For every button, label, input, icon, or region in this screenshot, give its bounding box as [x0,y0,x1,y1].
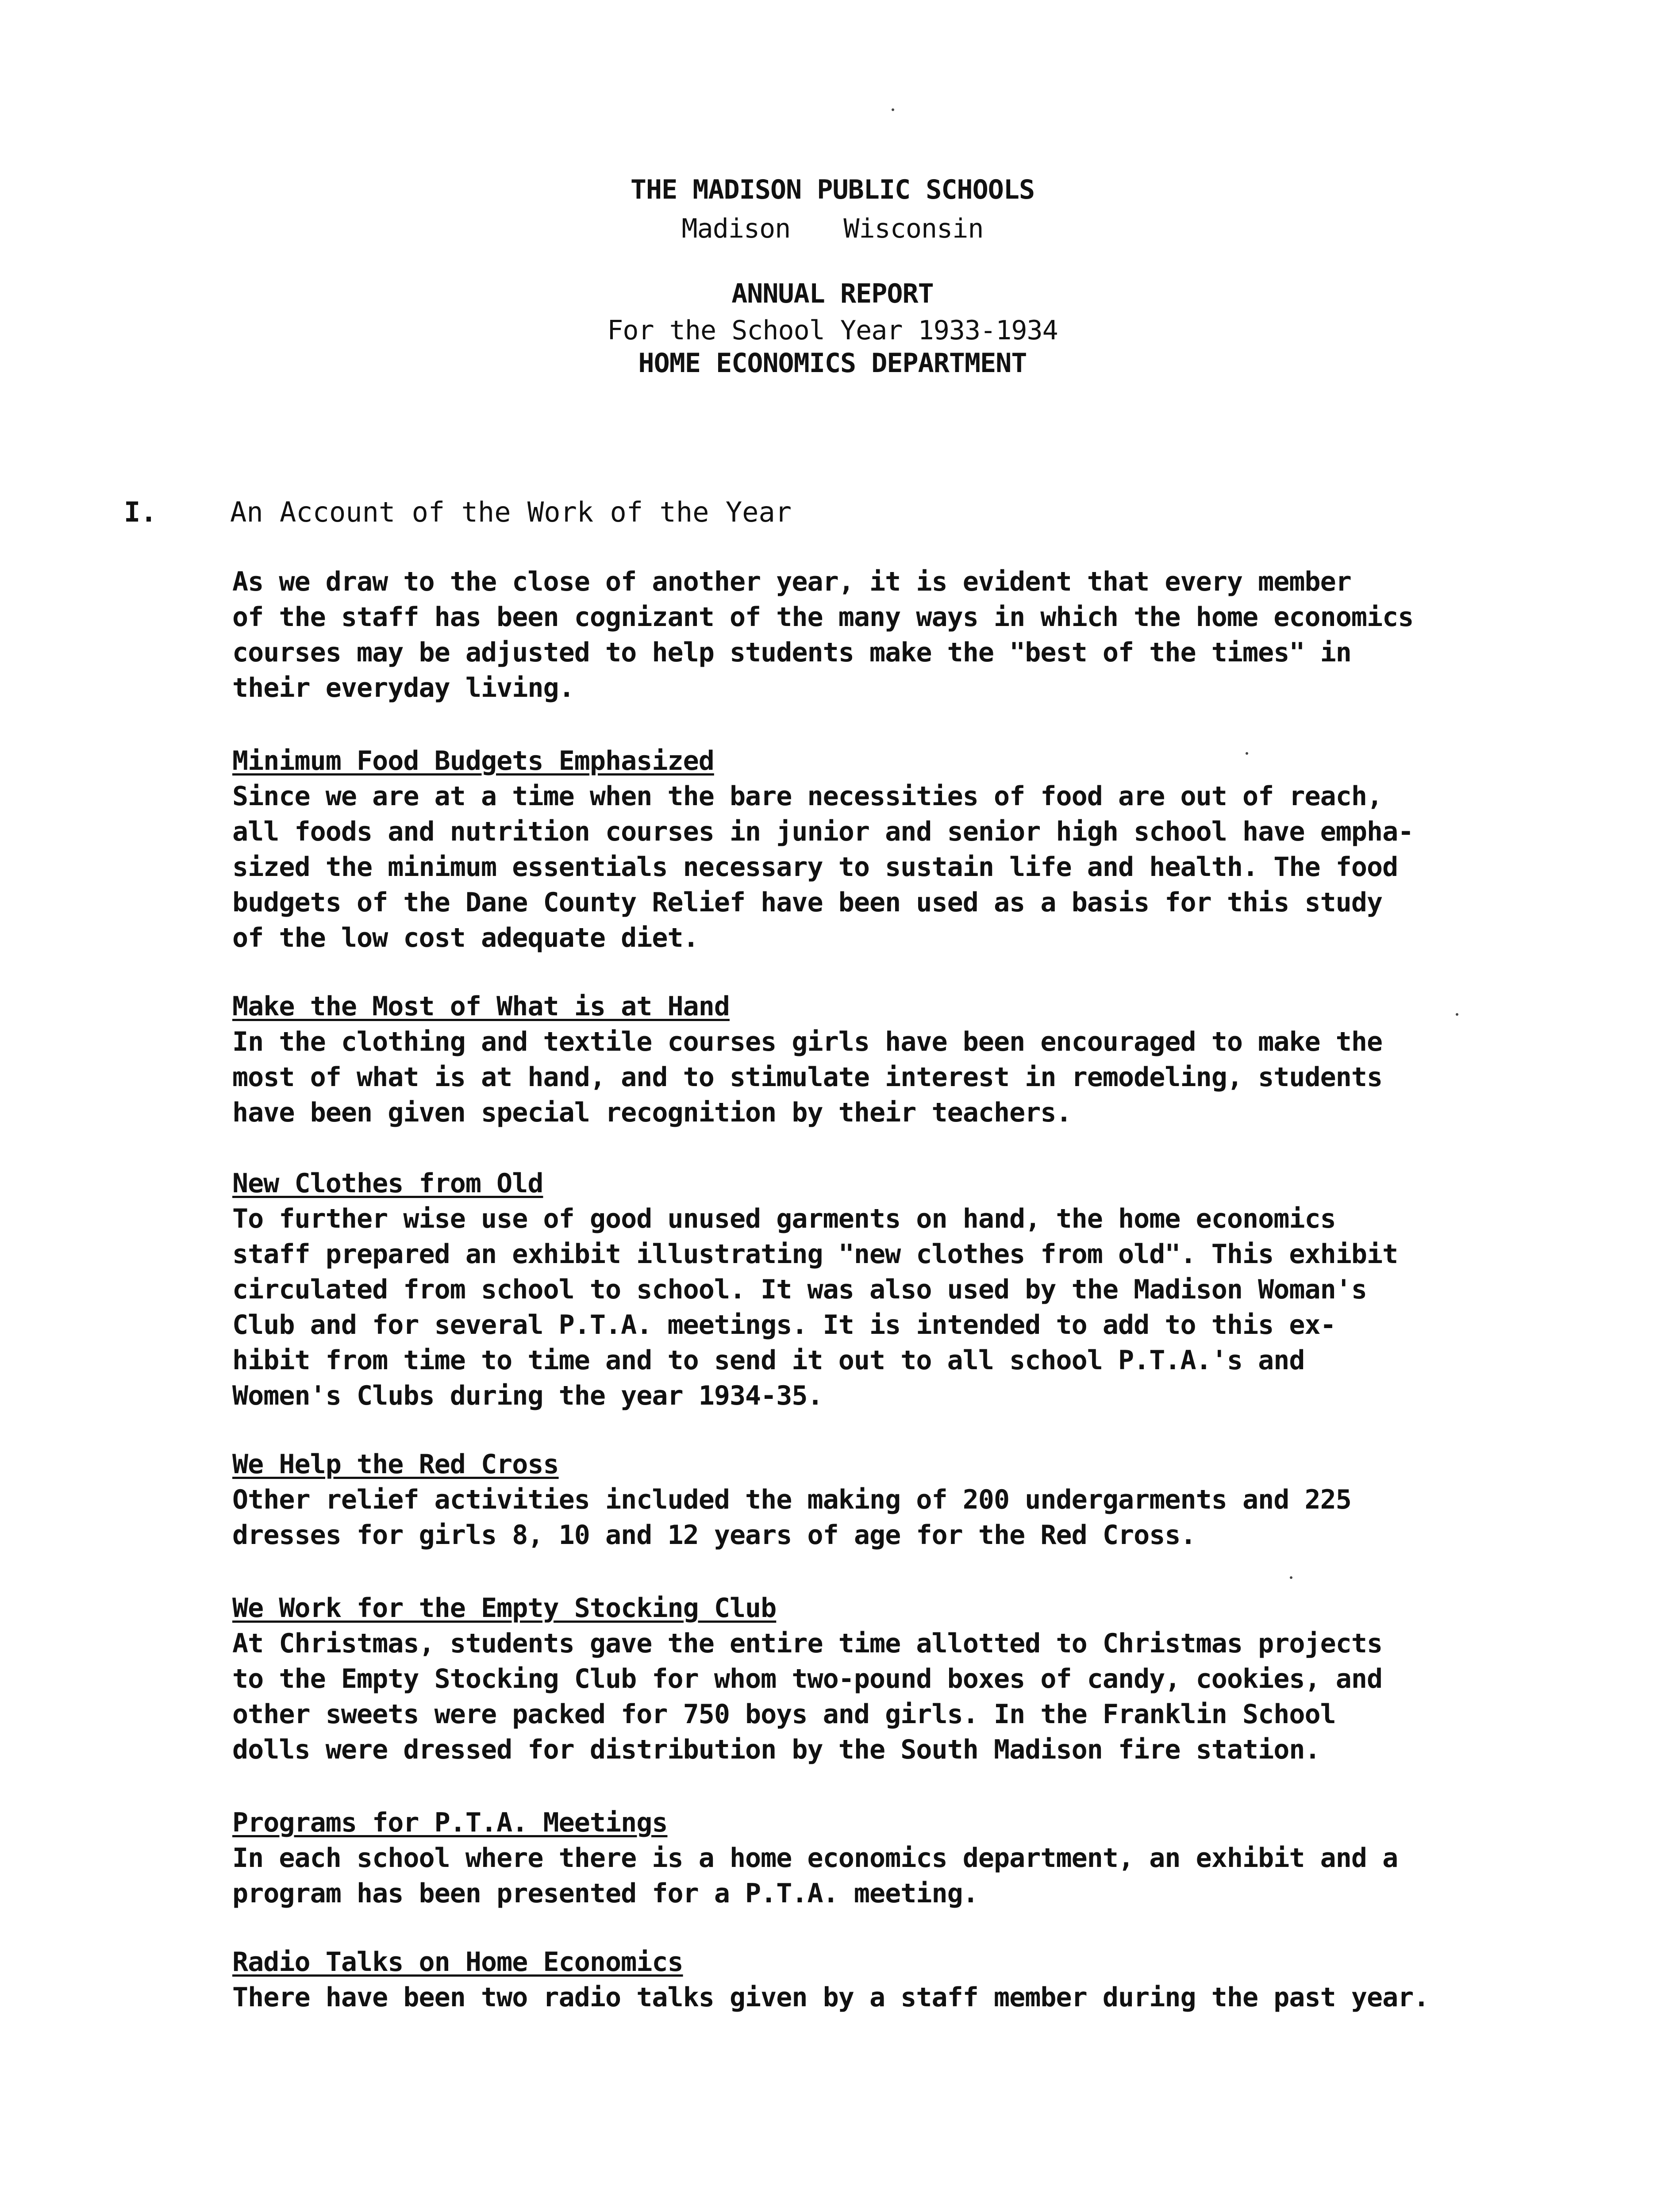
block-line: all foods and nutrition courses in junior and senior high school have empha- [232,816,1414,847]
section-heading [0,495,1665,530]
block-line: other sweets were packed for 750 boys and girls. In the Franklin School [232,1699,1336,1730]
block-line: Club and for several P.T.A. meetings. It is intended to add to this ex- [232,1310,1336,1340]
block-line: In the clothing and textile courses girls have been encouraged to make the [232,1026,1383,1057]
block-heading: Radio Talks on Home Economics [232,1947,683,1978]
block-heading: New Clothes from Old [232,1168,543,1199]
block-line: Since we are at a time when the bare necessities of food are out of reach, [232,781,1383,812]
block-food-budgets [232,743,1586,956]
block-line: circulated from school to school. It was also used by the Madison Woman's [232,1274,1367,1305]
letterhead-state: Wisconsin [843,213,984,244]
report-department: HOME ECONOMICS DEPARTMENT [638,348,1027,379]
block-empty-stocking [232,1590,1586,1767]
letterhead-org: THE MADISON PUBLIC SCHOOLS [630,174,1035,205]
block-heading: Programs for P.T.A. Meetings [232,1807,668,1838]
block-line: There have been two radio talks given by a staff member during the past year. [232,1982,1429,2013]
block-new-clothes [232,1166,1586,1413]
intro-line: courses may be adjusted to help students make the "best of the times" in [232,637,1351,668]
block-line: To further wise use of good unused garments on hand, the home economics [232,1203,1336,1234]
block-pta [232,1805,1586,1911]
intro-paragraph [232,564,1586,706]
scan-speck [1456,1013,1458,1016]
block-line: dolls were dressed for distribution by the South Madison fire station. [232,1734,1320,1765]
intro-line: As we draw to the close of another year, it is evident that every member [232,566,1351,597]
block-line: program has been presented for a P.T.A. meeting. [232,1878,978,1909]
block-line: In each school where there is a home economics department, an exhibit and a [232,1843,1398,1874]
report-heading [0,274,1665,379]
block-line: sized the minimum essentials necessary to sustain life and health. The food [232,852,1398,883]
block-line: hibit from time to time and to send it out to all school P.T.A.'s and [232,1345,1305,1376]
block-line: of the low cost adequate diet. [232,922,699,953]
block-line: most of what is at hand, and to stimulate interest in remodeling, students [232,1062,1383,1093]
block-line: budgets of the Dane County Relief have been used as a basis for this study [232,887,1383,918]
block-red-cross [232,1447,1586,1553]
report-title: ANNUAL REPORT [731,278,934,309]
letterhead-city: Madison [681,213,791,244]
section-number: I. [124,496,157,528]
block-line: Other relief activities included the making of 200 undergarments and 225 [232,1484,1351,1515]
block-line: At Christmas, students gave the entire time allotted to Christmas projects [232,1628,1383,1659]
block-radio [232,1944,1586,2015]
block-line: staff prepared an exhibit illustrating "new clothes from old". This exhibit [232,1239,1398,1270]
intro-line: of the staff has been cognizant of the many ways in which the home economics [232,602,1414,633]
block-line: have been given special recognition by their teachers. [232,1097,1072,1128]
block-line: Women's Clubs during the year 1934-35. [232,1380,823,1411]
scan-speck [1246,752,1248,755]
block-heading: Make the Most of What is at Hand [232,991,730,1022]
scan-speck [1290,1576,1292,1579]
block-make-the-most [232,989,1586,1130]
report-year: For the School Year 1933-1934 [607,315,1058,346]
block-heading: We Help the Red Cross [232,1449,559,1480]
block-heading: Minimum Food Budgets Emphasized [232,745,714,776]
section-title: An Account of the Work of the Year [230,496,792,528]
letterhead-location [0,209,1665,248]
intro-line: their everyday living. [232,672,574,703]
letterhead [0,170,1665,248]
block-line: to the Empty Stocking Club for whom two-pound boxes of candy, cookies, and [232,1663,1383,1694]
block-heading: We Work for the Empty Stocking Club [232,1593,777,1624]
scan-speck [892,108,894,111]
block-line: dresses for girls 8, 10 and 12 years of age for the Red Cross. [232,1520,1196,1551]
